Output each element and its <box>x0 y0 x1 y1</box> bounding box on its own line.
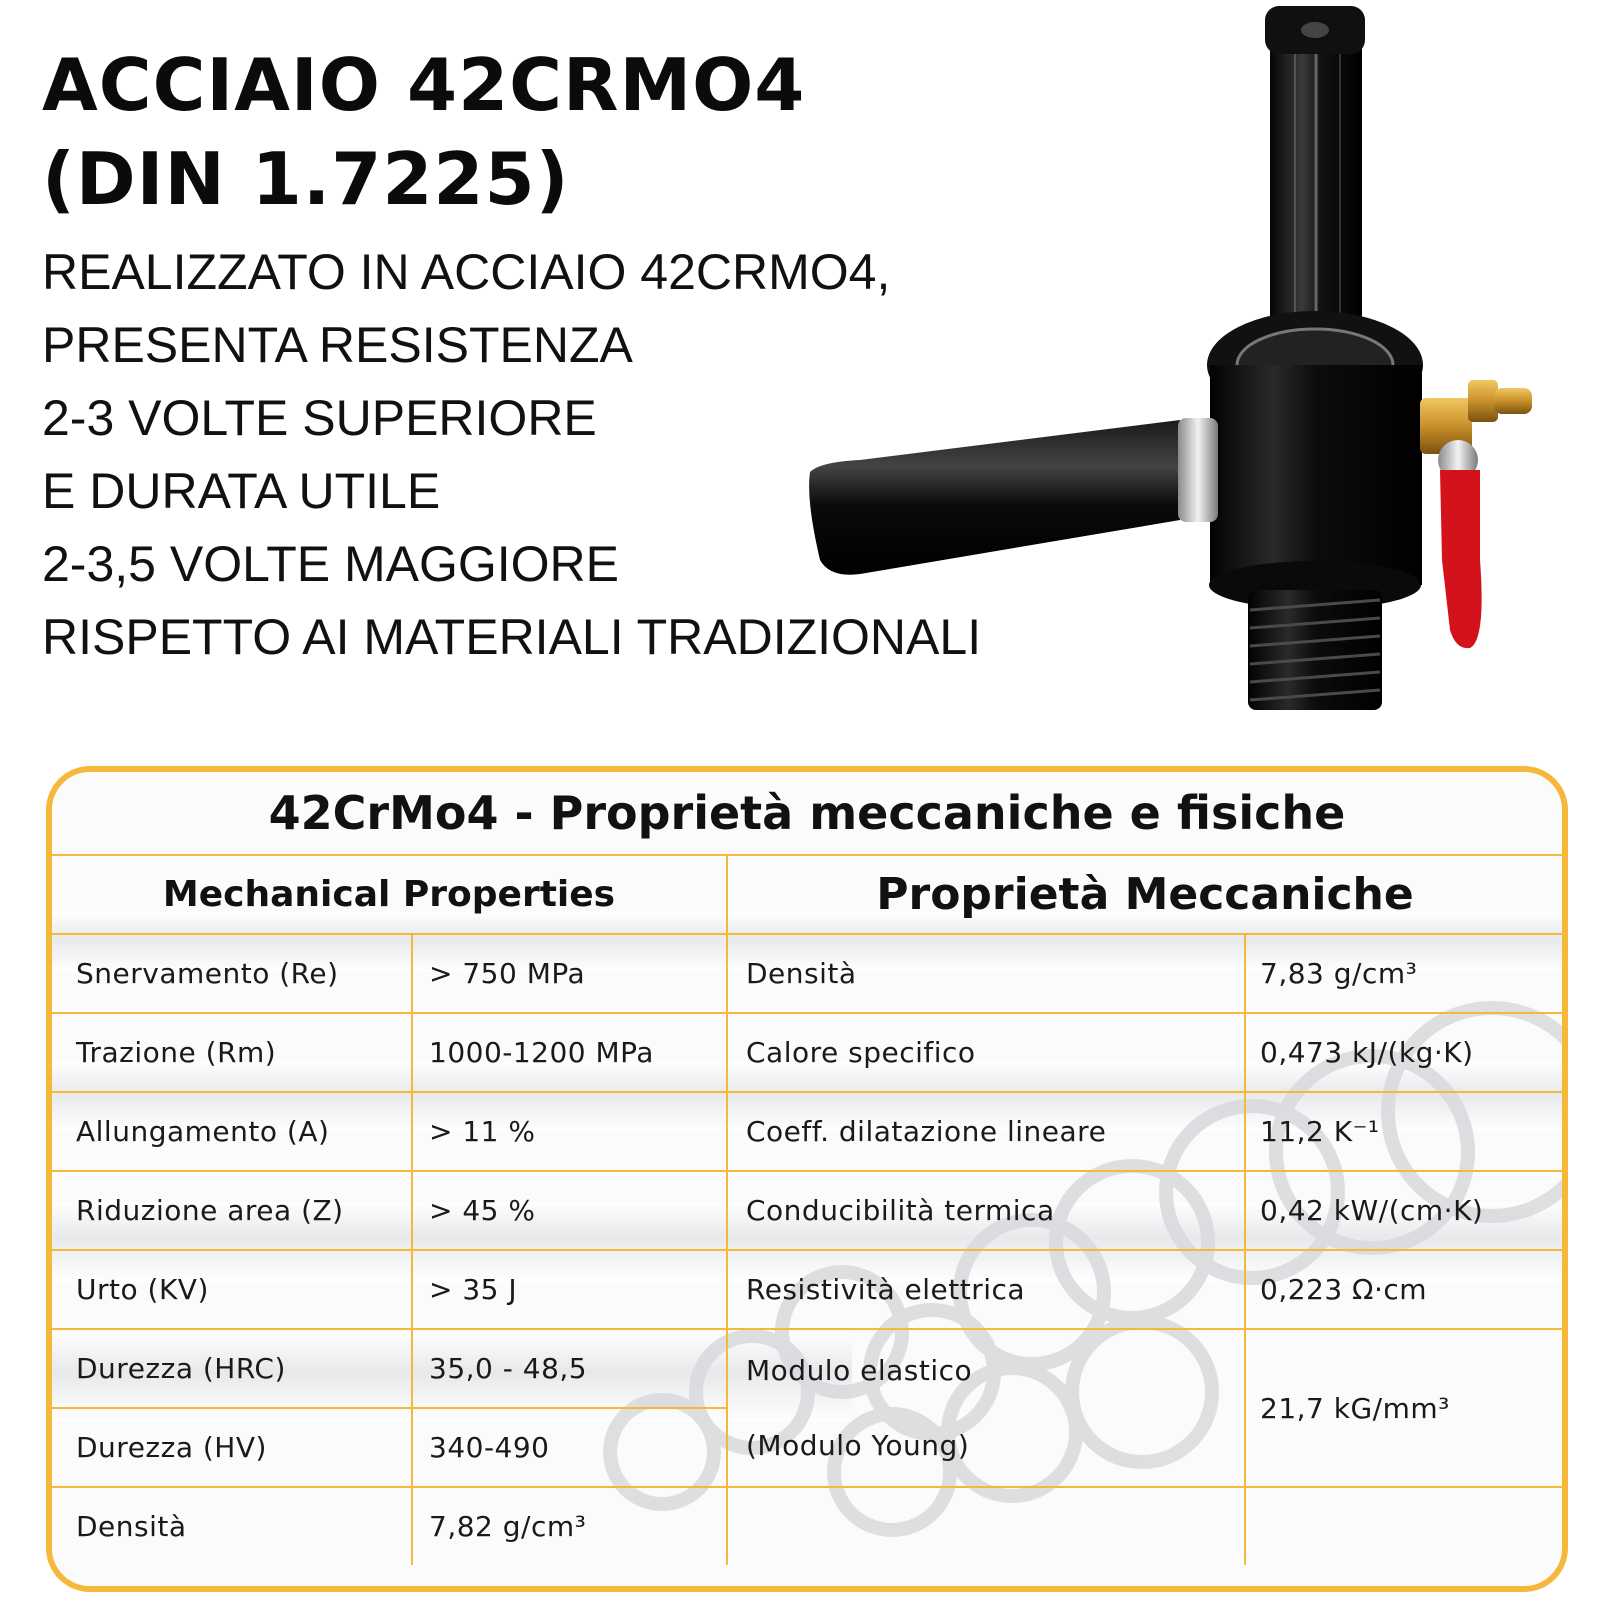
property-value: 0,42 kW/(cm·K) <box>1245 1171 1562 1250</box>
property-label: Densità <box>727 934 1245 1013</box>
table-row <box>52 1092 1562 1171</box>
property-value: > 35 J <box>412 1250 727 1329</box>
empty-cell <box>1245 1487 1562 1565</box>
table-row <box>52 934 1562 1013</box>
property-label: Allungamento (A) <box>52 1092 412 1171</box>
property-label: Durezza (HV) <box>52 1408 412 1487</box>
property-value: 340-490 <box>412 1408 727 1487</box>
table-row <box>52 1487 1562 1565</box>
property-value: > 11 % <box>412 1092 727 1171</box>
property-value: 35,0 - 48,5 <box>412 1329 727 1408</box>
property-value: 0,473 kJ/(kg·K) <box>1245 1013 1562 1092</box>
property-value: > 750 MPa <box>412 934 727 1013</box>
property-label: Durezza (HRC) <box>52 1329 412 1408</box>
description-line: E DURATA UTILE <box>42 463 441 519</box>
table-row <box>52 1171 1562 1250</box>
description-line: 2-3 VOLTE SUPERIORE <box>42 390 597 446</box>
properties-table <box>52 854 1562 1565</box>
property-label: Urto (KV) <box>52 1250 412 1329</box>
property-value: 0,223 Ω·cm <box>1245 1250 1562 1329</box>
description-line: RISPETTO AI MATERIALI TRADIZIONALI <box>42 609 982 665</box>
property-value: 11,2 K⁻¹ <box>1245 1092 1562 1171</box>
headline-line-1: ACCIAIO 42CRMO4 <box>42 43 806 127</box>
headline <box>42 38 805 226</box>
core-drill-adapter-image <box>800 0 1560 740</box>
modulus-label-line-2: (Modulo Young) <box>746 1429 970 1462</box>
table-row <box>52 1013 1562 1092</box>
empty-cell <box>727 1487 1245 1565</box>
table-row <box>52 1250 1562 1329</box>
property-value: 7,82 g/cm³ <box>412 1487 727 1565</box>
properties-panel <box>46 766 1568 1592</box>
property-label: Resistività elettrica <box>727 1250 1245 1329</box>
property-value: 1000-1200 MPa <box>412 1013 727 1092</box>
property-label: Riduzione area (Z) <box>52 1171 412 1250</box>
proprieta-meccaniche-header: Proprietà Meccaniche <box>727 855 1562 934</box>
property-label: Coeff. dilatazione lineare <box>727 1092 1245 1171</box>
description-line: PRESENTA RESISTENZA <box>42 317 633 373</box>
table-row <box>52 1329 1562 1408</box>
modulus-label-line-1: Modulo elastico <box>746 1354 973 1387</box>
property-value: > 45 % <box>412 1171 727 1250</box>
table-title: 42CrMo4 - Proprietà meccaniche e fisiche <box>52 772 1562 856</box>
description-line: 2-3,5 VOLTE MAGGIORE <box>42 536 620 592</box>
property-label: Trazione (Rm) <box>52 1013 412 1092</box>
description-line: REALIZZATO IN ACCIAIO 42CRMO4, <box>42 244 891 300</box>
property-label: Snervamento (Re) <box>52 934 412 1013</box>
headline-line-2: (DIN 1.7225) <box>42 137 570 221</box>
mechanical-properties-header: Mechanical Properties <box>52 855 727 934</box>
modulus-value: 21,7 kG/mm³ <box>1245 1329 1562 1487</box>
property-label: Densità <box>52 1487 412 1565</box>
property-label: Conducibilità termica <box>727 1171 1245 1250</box>
modulus-label <box>727 1329 1245 1487</box>
property-value: 7,83 g/cm³ <box>1245 934 1562 1013</box>
property-label: Calore specifico <box>727 1013 1245 1092</box>
